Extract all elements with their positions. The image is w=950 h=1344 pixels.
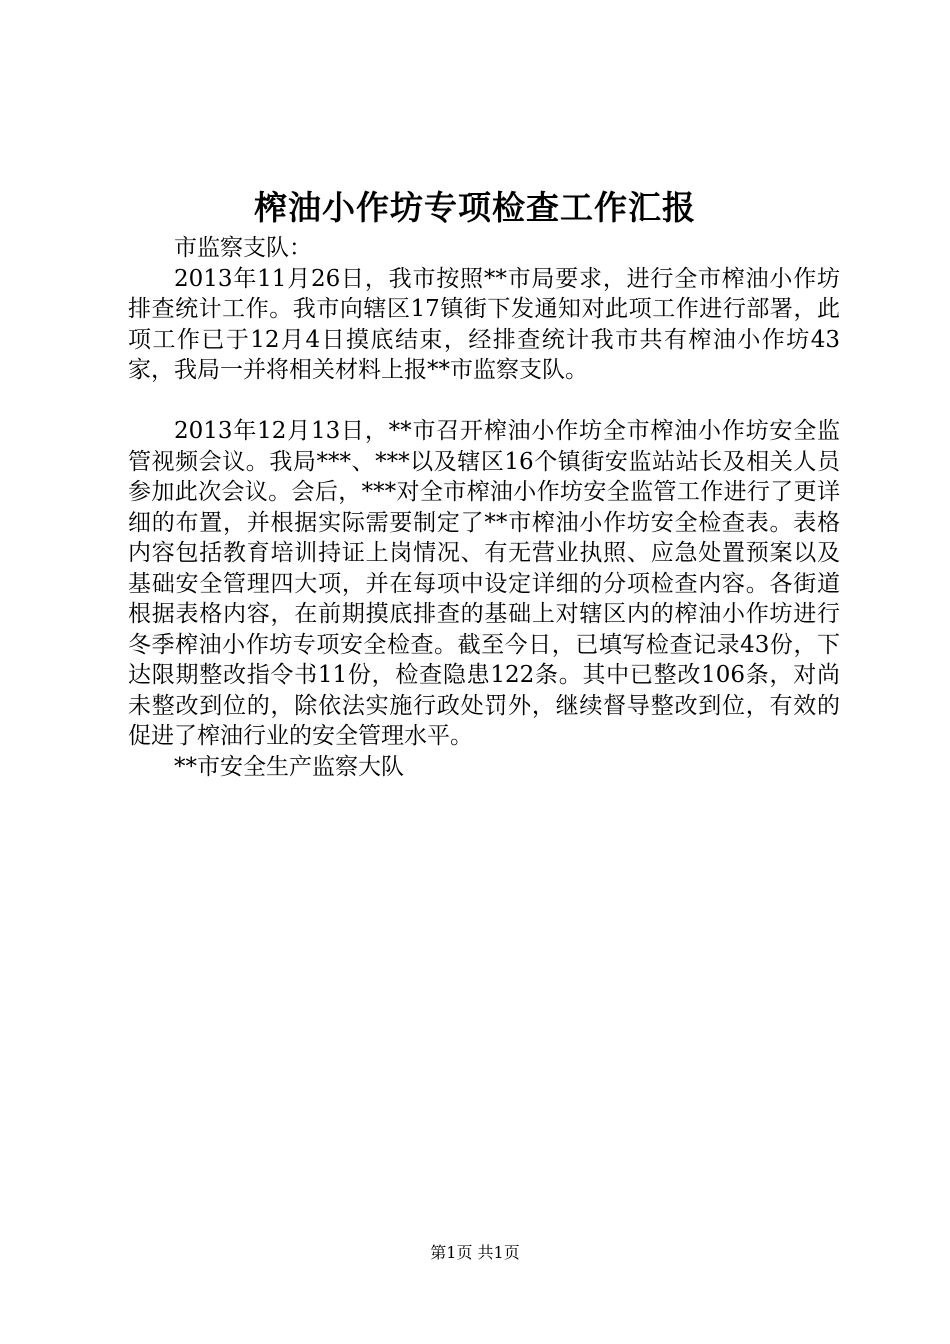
paragraph-1: 2013年11月26日，我市按照**市局要求，进行全市榨油小作坊排查统计工作。我市向辖区17镇街下发通知对此项工作进行部署，此项工作已于12月4日摸底结束，经排查统计我市共有榨油小作坊43家，我局一并将相关材料上报**市监察支队。 xyxy=(128,265,840,383)
document-body xyxy=(128,233,840,782)
signature: **市安全生产监察大队 xyxy=(174,753,404,780)
paragraph-2: 2013年12月13日，**市召开榨油小作坊全市榨油小作坊安全监管视频会议。我局***、***以及辖区16个镇街安监站站长及相关人员参加此次会议。会后，***对全市榨油小作坊安全监管工作进行了更详细的布置，并根据实际需要制定了**市榨油小作坊安全检查表。表格内容包括教育培训持证上岗情况、有无营业执照、应急处置预案以及基础安全管理四大项，并在每项中设定详细的分项检查内容。各街道根据表格内容，在前期摸底排查的基础上对辖区内的榨油小作坊进行冬季榨油小作坊专项安全检查。截至今日，已填写检查记录43份，下达限期整改指令书11份，检查隐患122条。其中已整改106条，对尚未整改到位的，除依法实施行政处罚外，继续督导整改到位，有效的促进了榨油行业的安全管理水平。 xyxy=(128,418,840,749)
salutation: 市监察支队： xyxy=(174,235,312,261)
page-footer: 第1页 共1页 xyxy=(430,1243,520,1262)
document-title: 榨油小作坊专项检查工作汇报 xyxy=(254,188,696,227)
